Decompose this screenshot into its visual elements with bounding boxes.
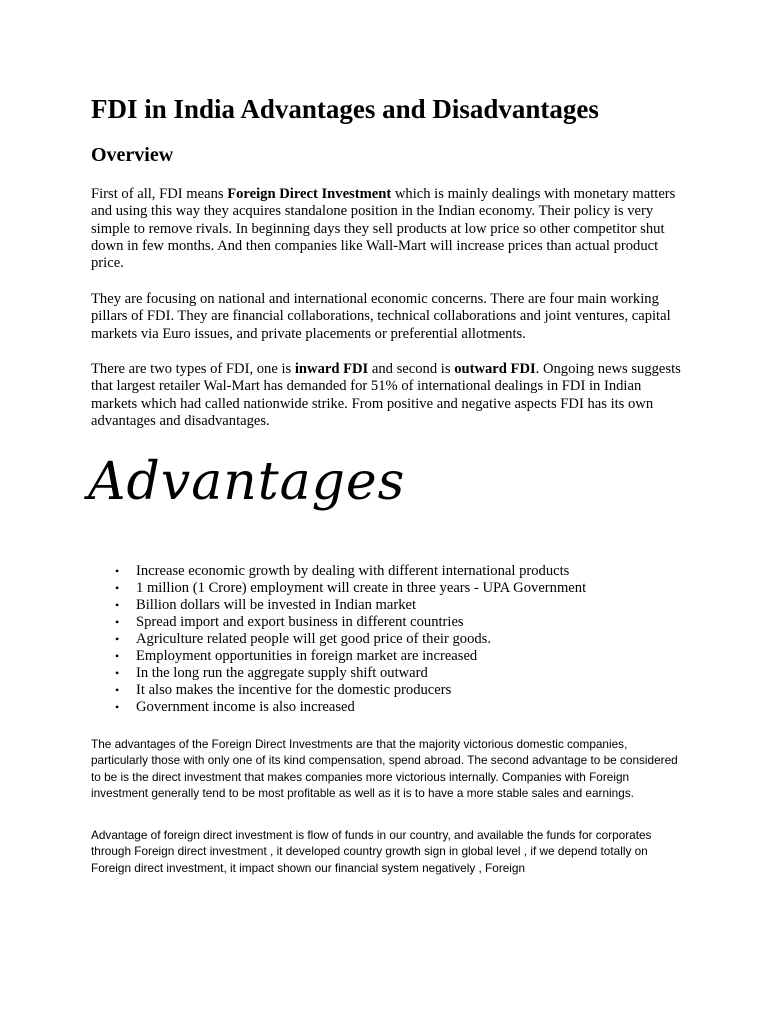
paragraph-text: First of all, FDI means [91, 186, 228, 202]
list-item-text: Increase economic growth by dealing with different international products [136, 563, 570, 579]
list-item-text: Agriculture related people will get good price of their goods. [136, 631, 492, 647]
list-item-text: Billion dollars will be invested in Indian market [136, 597, 417, 613]
list-item-text: Spread import and export business in different countries [136, 614, 464, 630]
bullet-icon: • [115, 700, 120, 714]
list-item-text: It also makes the incentive for the domestic producers [136, 682, 452, 698]
list-item [115, 631, 586, 648]
bullet-icon: • [115, 632, 120, 646]
paragraph-text: . Ongoing news suggests that largest retailer Wal-Mart has demanded for 51% of international dealings in FDI in Indian markets which had called nationwide strike. From positive and negative aspects FDI has its own advantages and disadvantages. [91, 361, 681, 429]
bullet-icon: • [115, 649, 120, 663]
list-item [115, 682, 586, 699]
list-item [115, 614, 586, 631]
bullet-icon: • [115, 683, 120, 697]
bullet-icon: • [115, 615, 120, 629]
bold-term: outward FDI [454, 361, 536, 377]
list-item [115, 665, 586, 682]
overview-heading: Overview [91, 144, 174, 166]
list-item-text: 1 million (1 Crore) employment will create in three years - UPA Government [136, 580, 587, 596]
document-title: FDI in India Advantages and Disadvantages [91, 94, 599, 124]
paragraph-fdi-types [91, 361, 691, 430]
paragraph-advantages-detail: The advantages of the Foreign Direct Investments are that the majority victorious domestic companies, particularly those with only one of its kind compensation, spend abroad. The second advantage to be considered to be is the direct investment that makes companies more victorious internally. Companies with Foreign investment generally tend to be most profitable as well as it is to have a more stable sales and earnings. [91, 737, 678, 801]
paragraph-text: which is mainly dealings with monetary matters and using this way they acquires standalone position in the Indian economy. Their policy is very simple to remove rivals. In beginning days they sell products at low price so other competitor shut down in few months. And then companies like Wall-Mart will increase prices than actual product price. [91, 186, 676, 272]
paragraph-text: There are two types of FDI, one is [91, 361, 295, 377]
list-item-text: Government income is also increased [136, 699, 355, 715]
bullet-icon: • [115, 598, 120, 612]
list-item-text: In the long run the aggregate supply shift outward [136, 665, 428, 681]
list-item [115, 699, 586, 716]
paragraph-text: and second is [368, 361, 455, 377]
bullet-icon: • [115, 564, 120, 578]
bullet-icon: • [115, 666, 120, 680]
paragraph-fdi-definition [91, 186, 691, 272]
list-item [115, 563, 586, 580]
list-item-text: Employment opportunities in foreign market are increased [136, 648, 478, 664]
bullet-icon: • [115, 581, 120, 595]
list-item [115, 648, 586, 665]
list-item [115, 597, 586, 614]
list-item [115, 580, 586, 597]
advantages-heading: Advantages [88, 452, 406, 512]
bold-term: Foreign Direct Investment [227, 186, 392, 202]
paragraph-funds-flow: Advantage of foreign direct investment is flow of funds in our country, and available the funds for corporates through Foreign direct investment , it developed country growth sign in global level , if we depend totally on Foreign direct investment, it impact shown our financial system negatively , Foreign [91, 828, 652, 875]
paragraph-fdi-pillars: They are focusing on national and international economic concerns. There are four main working pillars of FDI. They are financial collaborations, technical collaborations and joint ventures, capital markets via Euro issues, and private placements or preferential allotments. [91, 291, 671, 342]
bold-term: inward FDI [294, 361, 369, 377]
advantages-list [115, 563, 586, 716]
